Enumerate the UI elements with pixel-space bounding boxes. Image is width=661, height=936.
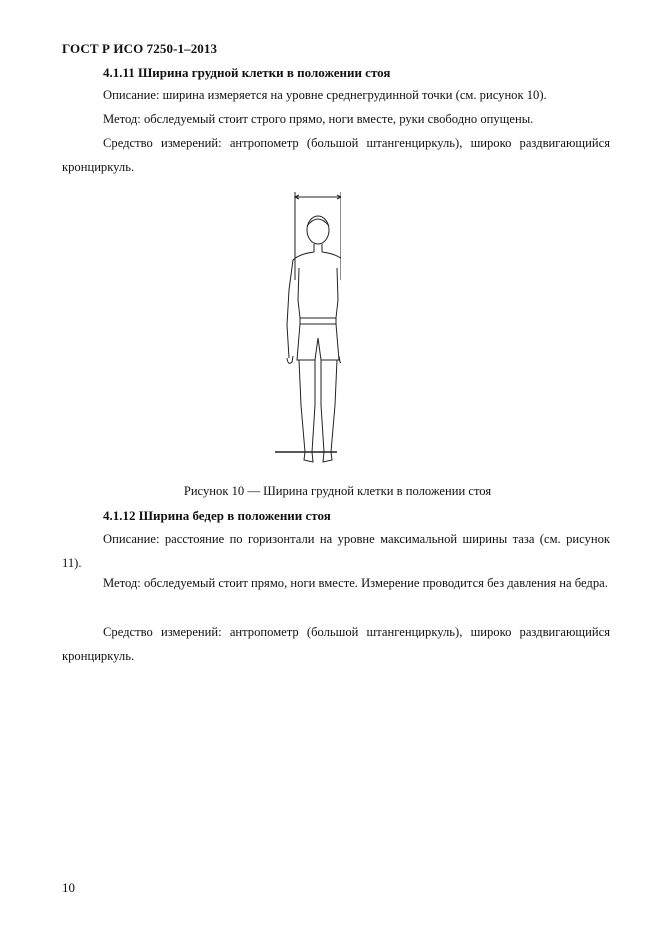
method-paragraph: Метод: обследуемый стоит строго прямо, ноги вместе, руки свободно опущены. [103, 112, 534, 126]
description-paragraph: Описание: ширина измеряется на уровне среднегрудинной точки (см. рисунок 10). [103, 88, 547, 102]
figure-caption: Рисунок 10 — Ширина грудной клетки в положении стоя [183, 484, 492, 498]
section-heading-4-1-12: 4.1.12 Ширина бедер в положении стоя [103, 508, 331, 523]
section-heading-4-1-11: 4.1.11 Ширина грудной клетки в положении стоя [103, 65, 391, 80]
instrument-paragraph: Средство измерений: антропометр (большой штангенциркуль), широко раздвигающийся кронциркуль. [62, 625, 610, 663]
instrument-paragraph: Средство измерений: антропометр (большой штангенциркуль), широко раздвигающийся кронциркуль. [62, 136, 610, 174]
method-paragraph: Метод: обследуемый стоит прямо, ноги вместе. Измерение проводится без давления на бедра. [103, 576, 608, 590]
description-paragraph: Описание: расстояние по горизонтали на уровне максимальной ширины таза (см. рисунок 11). [62, 532, 610, 570]
standing-person-diagram-icon [271, 190, 341, 470]
figure-10-illustration [271, 190, 341, 470]
page-number: 10 [62, 880, 75, 895]
document-header: ГОСТ Р ИСО 7250-1–2013 [62, 41, 218, 56]
